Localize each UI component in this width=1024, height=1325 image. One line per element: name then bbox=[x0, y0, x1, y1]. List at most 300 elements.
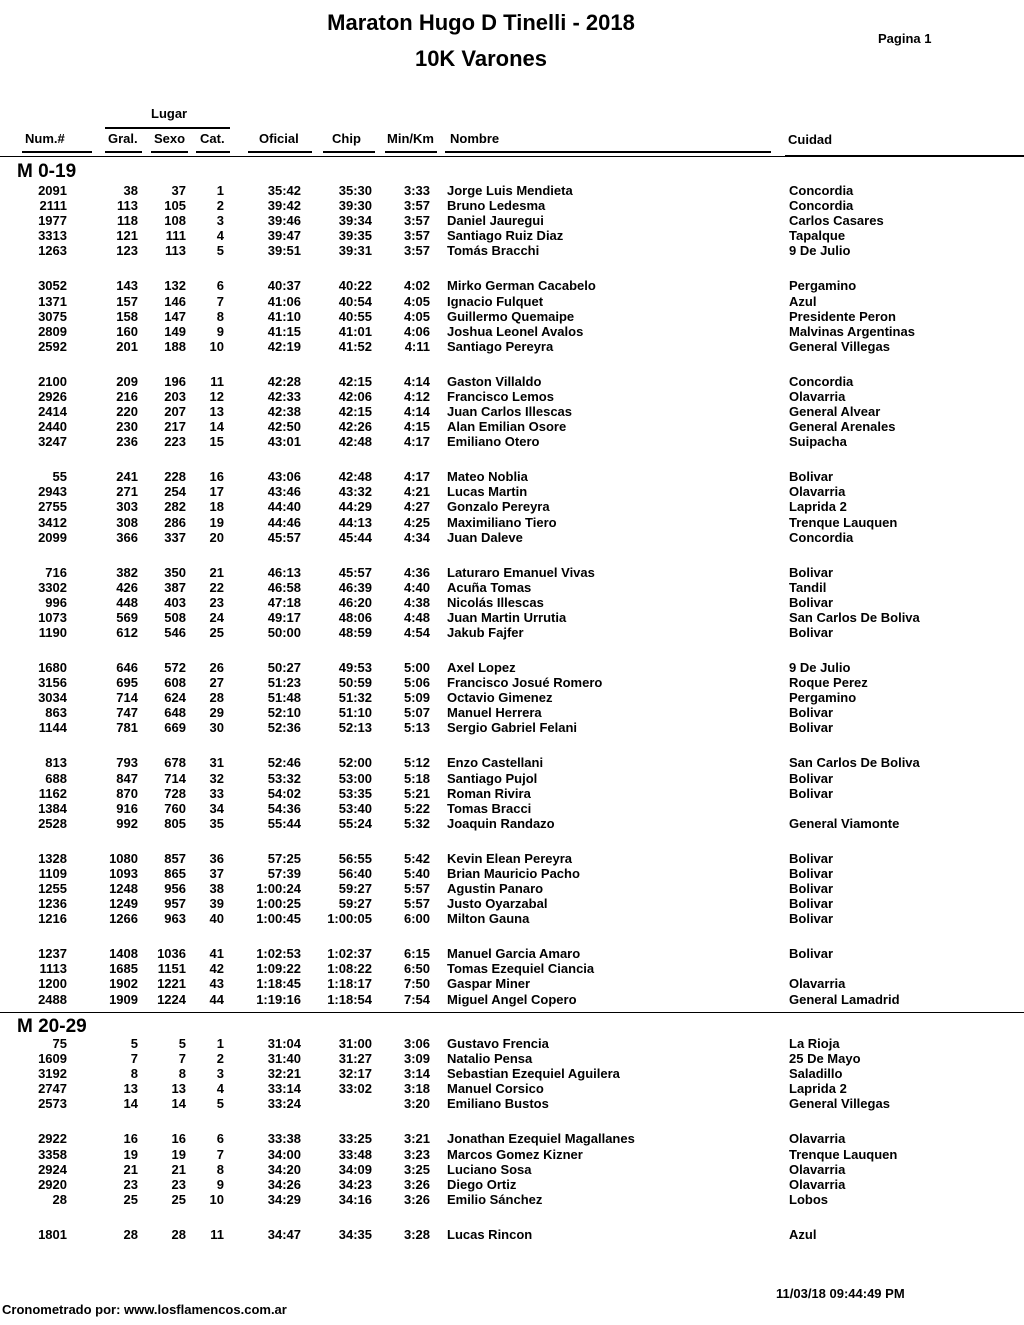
city-cell: Azul bbox=[789, 293, 817, 309]
time-official-cell: 34:20 bbox=[267, 1161, 301, 1177]
runner-name-cell: Alan Emilian Osore bbox=[447, 419, 567, 435]
city-cell: Bolivar bbox=[789, 881, 834, 896]
runner-name-cell: Francisco Lemos bbox=[447, 388, 554, 404]
place-gender-cell: 113 bbox=[165, 243, 186, 259]
time-chip-cell: 42:48 bbox=[338, 469, 372, 485]
place-category-cell: 3 bbox=[216, 1066, 224, 1082]
time-official-cell: 42:38 bbox=[267, 404, 301, 419]
runner-name-cell: Bruno Ledesma bbox=[447, 198, 546, 214]
city-cell: Azul bbox=[789, 1226, 817, 1242]
place-overall-cell: 1408 bbox=[109, 946, 138, 962]
bib-cell: 1162 bbox=[38, 785, 67, 801]
pace-cell: 4:27 bbox=[403, 499, 430, 515]
time-chip-cell: 52:00 bbox=[338, 755, 372, 771]
place-overall-cell: 870 bbox=[116, 785, 138, 801]
time-official-cell: 42:50 bbox=[267, 419, 301, 435]
place-overall-cell: 426 bbox=[116, 579, 138, 595]
pace-cell: 4:12 bbox=[403, 388, 430, 404]
place-gender-cell: 196 bbox=[164, 373, 186, 389]
runner-name-cell: Manuel Corsico bbox=[447, 1081, 544, 1097]
place-gender-cell: 546 bbox=[164, 625, 186, 640]
bib-cell: 1384 bbox=[38, 800, 67, 816]
time-chip-cell: 34:23 bbox=[338, 1176, 372, 1192]
bib-cell: 28 bbox=[52, 1191, 67, 1207]
place-gender-cell: 648 bbox=[164, 705, 186, 721]
bib-cell: 3247 bbox=[38, 434, 67, 450]
header-underline bbox=[385, 151, 437, 153]
time-official-cell: 34:00 bbox=[267, 1146, 301, 1162]
runner-name-cell: Juan Martin Urrutia bbox=[447, 609, 567, 625]
place-overall-cell: 1266 bbox=[109, 911, 138, 927]
bib-cell: 1977 bbox=[38, 213, 67, 229]
runner-name-cell: Joshua Leonel Avalos bbox=[447, 323, 584, 339]
place-category-cell: 1 bbox=[216, 183, 224, 198]
place-category-cell: 20 bbox=[209, 529, 224, 545]
place-overall-cell: 143 bbox=[116, 278, 138, 294]
place-category-cell: 22 bbox=[209, 579, 224, 595]
place-category-cell: 17 bbox=[209, 484, 224, 500]
place-category-cell: 2 bbox=[216, 1051, 224, 1067]
time-chip-cell: 49:53 bbox=[338, 660, 372, 675]
bib-cell: 2592 bbox=[38, 338, 67, 354]
time-official-cell: 43:46 bbox=[267, 484, 301, 500]
place-category-cell: 7 bbox=[216, 293, 224, 309]
time-chip-cell: 34:16 bbox=[338, 1191, 372, 1207]
place-category-cell: 36 bbox=[209, 850, 224, 866]
header-cat: Cat. bbox=[200, 131, 225, 146]
runner-name-cell: Santiago Ruiz Diaz bbox=[447, 228, 564, 244]
city-cell: Tapalque bbox=[789, 228, 846, 244]
city-cell: Bolivar bbox=[789, 770, 834, 786]
pace-cell: 3:25 bbox=[403, 1161, 430, 1177]
city-cell: San Carlos De Boliva bbox=[789, 609, 920, 625]
pace-cell: 5:57 bbox=[403, 896, 430, 912]
header-chip: Chip bbox=[332, 131, 361, 146]
bib-cell: 2528 bbox=[38, 815, 67, 831]
header-sexo: Sexo bbox=[154, 131, 186, 146]
bib-cell: 3156 bbox=[38, 675, 67, 691]
pace-cell: 5:21 bbox=[403, 785, 430, 801]
place-category-cell: 11 bbox=[210, 1226, 224, 1242]
place-category-cell: 13 bbox=[209, 404, 224, 419]
runner-name-cell: Sergio Gabriel Felani bbox=[447, 720, 578, 736]
runner-name-cell: Juan Carlos Illescas bbox=[447, 404, 573, 419]
time-chip-cell: 40:54 bbox=[338, 293, 372, 309]
place-overall-cell: 448 bbox=[116, 594, 138, 610]
pace-cell: 3:28 bbox=[403, 1226, 430, 1242]
place-gender-cell: 25 bbox=[171, 1191, 186, 1207]
bib-cell: 1113 bbox=[39, 961, 67, 977]
place-category-cell: 32 bbox=[209, 770, 224, 786]
place-gender-cell: 403 bbox=[164, 594, 186, 610]
place-category-cell: 6 bbox=[216, 278, 224, 294]
time-chip-cell: 1:18:17 bbox=[327, 976, 372, 992]
runner-name-cell: Gaston Villaldo bbox=[447, 373, 542, 389]
place-category-cell: 37 bbox=[209, 865, 224, 881]
runner-name-cell: Emilio Sánchez bbox=[447, 1191, 543, 1207]
time-chip-cell: 1:00:05 bbox=[327, 911, 372, 927]
bib-cell: 55 bbox=[52, 469, 67, 485]
time-chip-cell: 34:35 bbox=[338, 1226, 372, 1242]
pace-cell: 4:21 bbox=[403, 484, 430, 500]
city-cell: Olavarria bbox=[789, 976, 846, 992]
place-gender-cell: 108 bbox=[164, 213, 186, 229]
pace-cell: 4:38 bbox=[403, 594, 430, 610]
place-category-cell: 27 bbox=[209, 675, 224, 691]
header-underline bbox=[151, 151, 188, 153]
place-category-cell: 5 bbox=[216, 243, 224, 259]
bib-cell: 2943 bbox=[38, 484, 67, 500]
place-gender-cell: 188 bbox=[164, 338, 186, 354]
bib-cell: 2488 bbox=[38, 991, 67, 1007]
place-category-cell: 43 bbox=[209, 976, 224, 992]
time-official-cell: 34:26 bbox=[267, 1176, 301, 1192]
bib-cell: 688 bbox=[45, 770, 67, 786]
pace-cell: 5:57 bbox=[403, 881, 430, 896]
city-cell: Saladillo bbox=[789, 1066, 843, 1082]
bib-cell: 2099 bbox=[38, 529, 67, 545]
place-overall-cell: 1685 bbox=[109, 961, 138, 977]
city-cell: Laprida 2 bbox=[789, 1081, 847, 1097]
time-official-cell: 34:29 bbox=[267, 1191, 301, 1207]
time-chip-cell: 41:01 bbox=[338, 323, 372, 339]
runner-name-cell: Enzo Castellani bbox=[447, 755, 544, 771]
time-official-cell: 44:40 bbox=[267, 499, 301, 515]
time-official-cell: 1:18:45 bbox=[256, 976, 301, 992]
time-chip-cell: 43:32 bbox=[338, 484, 372, 500]
time-official-cell: 43:06 bbox=[267, 469, 301, 485]
time-chip-cell: 50:59 bbox=[338, 675, 372, 691]
city-cell: Bolivar bbox=[789, 625, 834, 640]
place-overall-cell: 220 bbox=[116, 404, 138, 419]
pace-cell: 3:21 bbox=[403, 1131, 430, 1147]
time-official-cell: 44:46 bbox=[267, 514, 301, 530]
runner-name-cell: Brian Mauricio Pacho bbox=[447, 865, 580, 881]
time-chip-cell: 33:48 bbox=[338, 1146, 372, 1162]
bib-cell: 3034 bbox=[38, 690, 67, 706]
time-official-cell: 51:48 bbox=[267, 690, 301, 706]
place-category-cell: 8 bbox=[216, 1161, 224, 1177]
runner-name-cell: Marcos Gomez Kizner bbox=[447, 1146, 583, 1162]
city-cell: Pergamino bbox=[789, 278, 857, 294]
place-gender-cell: 1036 bbox=[157, 946, 186, 962]
place-gender-cell: 387 bbox=[164, 579, 186, 595]
time-official-cell: 41:06 bbox=[267, 293, 301, 309]
page-title: Maraton Hugo D Tinelli - 2018 bbox=[327, 10, 635, 35]
place-gender-cell: 865 bbox=[164, 865, 186, 881]
header-num: Num.# bbox=[25, 131, 65, 146]
time-chip-cell: 42:06 bbox=[338, 388, 372, 404]
time-official-cell: 33:38 bbox=[267, 1131, 301, 1147]
place-overall-cell: 847 bbox=[116, 770, 138, 786]
bib-cell: 1680 bbox=[38, 660, 67, 675]
time-official-cell: 39:51 bbox=[267, 243, 301, 259]
place-gender-cell: 7 bbox=[178, 1051, 186, 1067]
place-overall-cell: 8 bbox=[130, 1066, 138, 1082]
pace-cell: 4:25 bbox=[403, 514, 430, 530]
time-chip-cell: 40:55 bbox=[338, 308, 372, 324]
place-category-cell: 34 bbox=[209, 800, 224, 816]
bib-cell: 996 bbox=[45, 594, 67, 610]
time-chip-cell: 56:55 bbox=[338, 850, 372, 866]
pace-cell: 4:06 bbox=[403, 323, 430, 339]
city-cell: General Lamadrid bbox=[789, 991, 900, 1007]
place-gender-cell: 254 bbox=[164, 484, 186, 500]
time-chip-cell: 42:26 bbox=[338, 419, 372, 435]
runner-name-cell: Manuel Herrera bbox=[447, 705, 542, 721]
city-cell: Pergamino bbox=[789, 690, 857, 706]
place-overall-cell: 308 bbox=[116, 514, 138, 530]
place-category-cell: 42 bbox=[209, 961, 224, 977]
pace-cell: 4:02 bbox=[403, 278, 430, 294]
time-chip-cell: 46:39 bbox=[338, 579, 372, 595]
runner-name-cell: Joaquin Randazo bbox=[447, 815, 555, 831]
place-gender-cell: 23 bbox=[171, 1176, 186, 1192]
city-cell: General Alvear bbox=[789, 404, 881, 419]
bib-cell: 2100 bbox=[38, 373, 67, 389]
place-category-cell: 15 bbox=[209, 434, 224, 450]
place-category-cell: 7 bbox=[216, 1146, 224, 1162]
place-category-cell: 5 bbox=[216, 1096, 224, 1112]
time-chip-cell: 53:00 bbox=[338, 770, 372, 786]
place-category-cell: 14 bbox=[209, 419, 224, 435]
runner-name-cell: Mirko German Cacabelo bbox=[447, 278, 596, 294]
city-cell: Bolivar bbox=[789, 469, 834, 485]
place-overall-cell: 612 bbox=[116, 625, 138, 640]
page-number: Pagina 1 bbox=[878, 31, 932, 46]
bib-cell: 75 bbox=[52, 1036, 67, 1051]
time-chip-cell: 51:10 bbox=[338, 705, 372, 721]
time-chip-cell: 42:48 bbox=[338, 434, 372, 450]
runner-name-cell: Emiliano Otero bbox=[447, 434, 540, 450]
place-gender-cell: 1224 bbox=[157, 991, 186, 1007]
bib-cell: 1237 bbox=[38, 946, 67, 962]
city-cell: General Villegas bbox=[789, 338, 890, 354]
city-cell: General Arenales bbox=[789, 419, 896, 435]
time-official-cell: 54:02 bbox=[267, 785, 301, 801]
place-gender-cell: 608 bbox=[164, 675, 186, 691]
city-cell: Bolivar bbox=[789, 594, 834, 610]
section-divider bbox=[0, 156, 1024, 157]
header-minkm: Min/Km bbox=[387, 131, 434, 146]
place-category-cell: 29 bbox=[209, 705, 224, 721]
place-gender-cell: 963 bbox=[164, 911, 186, 927]
time-official-cell: 31:04 bbox=[267, 1036, 301, 1051]
pace-cell: 4:40 bbox=[403, 579, 430, 595]
pace-cell: 3:14 bbox=[403, 1066, 430, 1082]
place-gender-cell: 956 bbox=[164, 881, 186, 896]
time-official-cell: 40:37 bbox=[267, 278, 301, 294]
time-chip-cell: 39:30 bbox=[338, 198, 372, 214]
place-overall-cell: 19 bbox=[123, 1146, 138, 1162]
place-overall-cell: 1080 bbox=[109, 850, 138, 866]
runner-name-cell: Juan Daleve bbox=[447, 529, 523, 545]
place-overall-cell: 5 bbox=[130, 1036, 138, 1051]
footer-timestamp: 11/03/18 09:44:49 PM bbox=[776, 1286, 905, 1301]
time-chip-cell: 1:02:37 bbox=[327, 946, 372, 962]
pace-cell: 4:14 bbox=[403, 373, 430, 389]
time-chip-cell: 56:40 bbox=[338, 865, 372, 881]
place-overall-cell: 230 bbox=[116, 419, 138, 435]
city-cell: Bolivar bbox=[789, 705, 834, 721]
city-cell: Suipacha bbox=[789, 434, 847, 450]
city-cell: Olavarria bbox=[789, 1131, 846, 1147]
header-ciudad: Cuidad bbox=[788, 132, 833, 147]
pace-cell: 4:17 bbox=[403, 469, 430, 485]
place-overall-cell: 13 bbox=[123, 1081, 138, 1097]
header-underline bbox=[323, 151, 375, 153]
time-official-cell: 42:28 bbox=[267, 373, 301, 389]
runner-name-cell: Jorge Luis Mendieta bbox=[447, 183, 573, 198]
place-category-cell: 18 bbox=[209, 499, 224, 515]
time-official-cell: 1:19:16 bbox=[256, 991, 301, 1007]
place-overall-cell: 216 bbox=[116, 388, 138, 404]
bib-cell: 3075 bbox=[38, 308, 67, 324]
runner-name-cell: Acuña Tomas bbox=[447, 579, 532, 595]
pace-cell: 4:54 bbox=[403, 625, 430, 640]
pace-cell: 5:00 bbox=[403, 660, 430, 675]
bib-cell: 1371 bbox=[38, 293, 67, 309]
place-gender-cell: 13 bbox=[171, 1081, 186, 1097]
place-category-cell: 39 bbox=[209, 896, 224, 912]
pace-cell: 3:09 bbox=[403, 1051, 430, 1067]
place-category-cell: 44 bbox=[209, 991, 224, 1007]
place-category-cell: 9 bbox=[216, 323, 224, 339]
place-category-cell: 4 bbox=[216, 228, 224, 244]
pace-cell: 3:57 bbox=[403, 228, 430, 244]
pace-cell: 7:50 bbox=[403, 976, 430, 992]
time-official-cell: 41:10 bbox=[267, 308, 301, 324]
bib-cell: 1801 bbox=[38, 1226, 67, 1242]
time-official-cell: 42:19 bbox=[267, 338, 301, 354]
time-chip-cell: 44:13 bbox=[338, 514, 372, 530]
bib-cell: 2111 bbox=[39, 198, 67, 214]
time-official-cell: 35:42 bbox=[267, 183, 301, 198]
city-cell: Bolivar bbox=[789, 911, 834, 927]
runner-name-cell: Gaspar Miner bbox=[447, 976, 531, 992]
time-chip-cell: 32:17 bbox=[338, 1066, 372, 1082]
place-gender-cell: 19 bbox=[171, 1146, 186, 1162]
bib-cell: 2926 bbox=[38, 388, 67, 404]
time-chip-cell: 31:27 bbox=[338, 1051, 372, 1067]
place-overall-cell: 569 bbox=[116, 609, 138, 625]
place-gender-cell: 337 bbox=[164, 529, 186, 545]
bib-cell: 3412 bbox=[38, 514, 67, 530]
city-cell: Olavarria bbox=[789, 484, 846, 500]
city-cell: Olavarria bbox=[789, 1176, 846, 1192]
place-gender-cell: 228 bbox=[164, 469, 186, 485]
header-nombre: Nombre bbox=[450, 131, 500, 146]
place-category-cell: 24 bbox=[209, 609, 224, 625]
pace-cell: 5:40 bbox=[403, 865, 430, 881]
runner-name-cell: Agustin Panaro bbox=[447, 881, 544, 896]
place-overall-cell: 236 bbox=[116, 434, 138, 450]
pace-cell: 4:05 bbox=[403, 308, 430, 324]
bib-cell: 1328 bbox=[38, 850, 67, 866]
time-official-cell: 1:09:22 bbox=[256, 961, 301, 977]
bib-cell: 2747 bbox=[38, 1081, 67, 1097]
city-cell: Bolivar bbox=[789, 564, 834, 580]
time-official-cell: 33:14 bbox=[267, 1081, 301, 1097]
place-category-cell: 40 bbox=[209, 911, 224, 927]
place-category-cell: 10 bbox=[209, 338, 224, 354]
bib-cell: 3052 bbox=[38, 278, 67, 294]
runner-name-cell: Manuel Garcia Amaro bbox=[447, 946, 581, 962]
place-gender-cell: 111 bbox=[165, 228, 186, 244]
runner-name-cell: Santiago Pujol bbox=[447, 770, 538, 786]
time-official-cell: 31:40 bbox=[267, 1051, 301, 1067]
city-cell: San Carlos De Boliva bbox=[789, 755, 920, 771]
place-category-cell: 1 bbox=[216, 1036, 224, 1051]
place-overall-cell: 695 bbox=[116, 675, 138, 691]
runner-name-cell: Axel Lopez bbox=[447, 660, 516, 675]
runner-name-cell: Roman Rivira bbox=[447, 785, 531, 801]
pace-cell: 3:57 bbox=[403, 213, 430, 229]
place-category-cell: 21 bbox=[209, 564, 224, 580]
city-cell: Presidente Peron bbox=[789, 308, 896, 324]
time-official-cell: 52:46 bbox=[267, 755, 301, 771]
pace-cell: 3:57 bbox=[403, 243, 430, 259]
time-chip-cell: 31:00 bbox=[338, 1036, 372, 1051]
runner-name-cell: Emiliano Bustos bbox=[447, 1096, 549, 1112]
time-official-cell: 1:00:25 bbox=[256, 896, 301, 912]
pace-cell: 5:18 bbox=[403, 770, 430, 786]
time-chip-cell: 35:30 bbox=[338, 183, 372, 198]
city-cell: Carlos Casares bbox=[789, 213, 884, 229]
pace-cell: 5:09 bbox=[403, 690, 430, 706]
runner-name-cell: Lucas Rincon bbox=[447, 1226, 533, 1242]
header-underline bbox=[248, 151, 312, 153]
place-gender-cell: 350 bbox=[164, 564, 186, 580]
header-underline bbox=[196, 151, 230, 153]
time-chip-cell: 33:02 bbox=[338, 1081, 372, 1097]
place-overall-cell: 714 bbox=[116, 690, 138, 706]
pace-cell: 3:26 bbox=[403, 1176, 430, 1192]
time-chip-cell: 46:20 bbox=[338, 594, 372, 610]
pace-cell: 7:54 bbox=[403, 991, 430, 1007]
place-overall-cell: 271 bbox=[116, 484, 138, 500]
city-cell: Bolivar bbox=[789, 785, 834, 801]
pace-cell: 3:20 bbox=[403, 1096, 430, 1112]
time-official-cell: 52:36 bbox=[267, 720, 301, 736]
place-category-cell: 12 bbox=[209, 388, 224, 404]
runner-name-cell: Mateo Noblia bbox=[447, 469, 528, 485]
runner-name-cell: Jakub Fajfer bbox=[447, 625, 524, 640]
time-chip-cell: 59:27 bbox=[338, 896, 372, 912]
time-chip-cell: 44:29 bbox=[338, 499, 372, 515]
place-overall-cell: 157 bbox=[116, 293, 138, 309]
city-cell: Concordia bbox=[789, 183, 854, 198]
city-cell: Bolivar bbox=[789, 896, 834, 912]
place-overall-cell: 303 bbox=[116, 499, 138, 515]
time-official-cell: 46:58 bbox=[267, 579, 301, 595]
time-official-cell: 39:42 bbox=[267, 198, 301, 214]
pace-cell: 5:12 bbox=[403, 755, 430, 771]
place-category-cell: 9 bbox=[216, 1176, 224, 1192]
time-official-cell: 43:01 bbox=[267, 434, 301, 450]
pace-cell: 5:06 bbox=[403, 675, 430, 691]
city-cell: Bolivar bbox=[789, 946, 834, 962]
pace-cell: 3:33 bbox=[403, 183, 430, 198]
city-cell: La Rioja bbox=[789, 1036, 840, 1051]
bib-cell: 1200 bbox=[38, 976, 67, 992]
time-chip-cell: 53:35 bbox=[338, 785, 372, 801]
time-official-cell: 1:02:53 bbox=[256, 946, 301, 962]
time-chip-cell: 39:31 bbox=[338, 243, 372, 259]
bib-cell: 1190 bbox=[38, 625, 67, 640]
pace-cell: 4:15 bbox=[403, 419, 430, 435]
runner-name-cell: Kevin Elean Pereyra bbox=[447, 850, 573, 866]
